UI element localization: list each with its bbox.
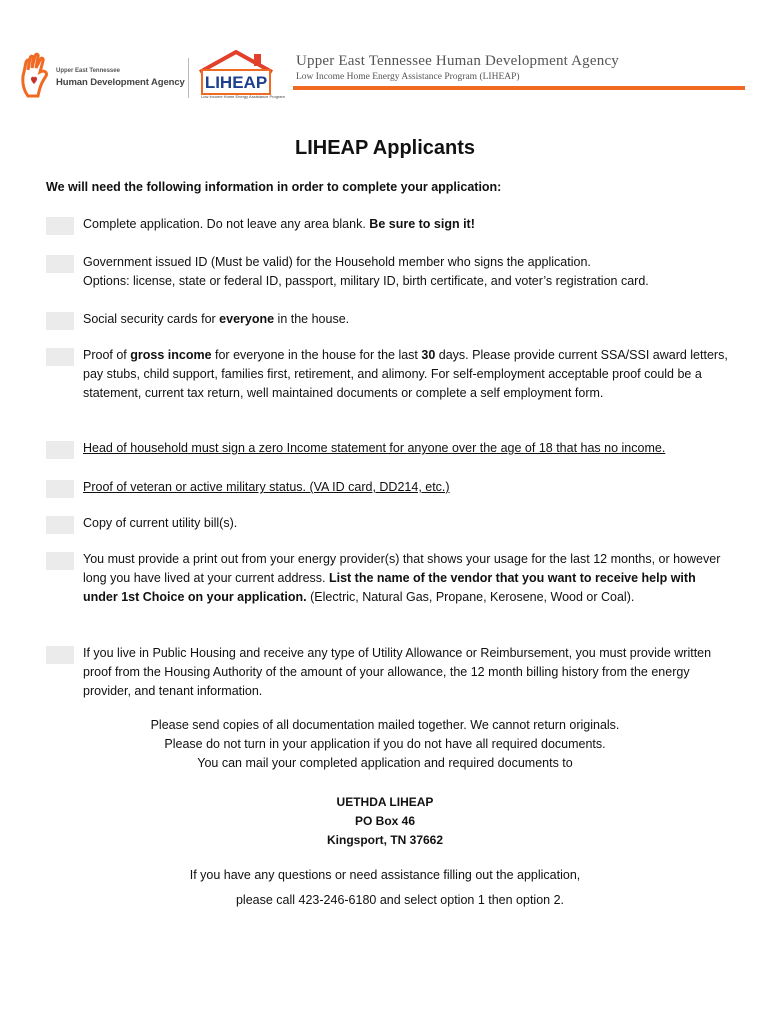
sign-emphasis: Be sure to sign it! bbox=[369, 217, 475, 231]
letterhead bbox=[0, 0, 770, 110]
item-text: Proof of veteran or active military status. (VA ID card, DD214, etc.) bbox=[83, 480, 450, 494]
header-rule bbox=[293, 86, 745, 90]
item-text: Head of household must sign a zero Income statement for anyone over the age of 18 that has no income. bbox=[83, 441, 666, 455]
checkbox[interactable] bbox=[46, 217, 74, 235]
checkbox[interactable] bbox=[46, 552, 74, 570]
checkbox[interactable] bbox=[46, 312, 74, 330]
agency-name: Upper East Tennessee Human Development Agency bbox=[296, 53, 619, 69]
checkbox[interactable] bbox=[46, 646, 74, 664]
item-text: Copy of current utility bill(s). bbox=[83, 516, 238, 530]
checkbox[interactable] bbox=[46, 255, 74, 273]
liheap-logo-text: LIHEAP bbox=[204, 73, 268, 92]
mailing-instructions: Please send copies of all documentation mailed together. We cannot return originals. Please do not turn in your application if you do not have all required documents. You can mail your completed application and required documents to bbox=[150, 718, 620, 770]
liheap-tagline: Low Income Home Energy Assistance Program bbox=[201, 94, 285, 99]
item-text: Proof of gross income for everyone in the house for the last 30 days. Please provide current SSA/SSI award letters, pay stubs, child support, families first, retirement, and alimony. For self-employment acceptable proof could be a statement, current tax return, well maintained documents or complete a self employment form. bbox=[83, 348, 728, 400]
checkbox[interactable] bbox=[46, 348, 74, 366]
org-small-name: Upper East Tennessee bbox=[56, 68, 120, 74]
phone-instructions: please call 423-246-6180 and select option 1 then option 2. bbox=[235, 893, 565, 907]
checkbox[interactable] bbox=[46, 480, 74, 498]
logo-divider bbox=[188, 58, 189, 98]
org-main-name: Human Development Agency bbox=[56, 77, 185, 88]
item-text: Complete application. Do not leave any area blank. Be sure to sign it! bbox=[83, 217, 475, 231]
intro-text: We will need the following information in order to complete your application: bbox=[46, 180, 502, 194]
contact-info: If you have any questions or need assistance filling out the application, please call 423-246-6180 and select option 1 then option 2. bbox=[0, 866, 770, 910]
program-name: Low Income Home Energy Assistance Program (LIHEAP) bbox=[296, 72, 520, 82]
item-text: If you live in Public Housing and receive any type of Utility Allowance or Reimbursement, you must provide written proof from the Housing Authority of the amount of your allowance, the 12 month billing history from the energy provider, and tenant information. bbox=[83, 646, 712, 698]
mailing-address: UETHDA LIHEAP PO Box 46 Kingsport, TN 37662 bbox=[326, 795, 444, 847]
item-text: Social security cards for everyone in the house. bbox=[83, 312, 350, 326]
item-text: You must provide a print out from your energy provider(s) that shows your usage for the last 12 months, or however long you have lived at your current address. List the name of the vendor that you want to receive help with under 1st Choice on your application. (Electric, Natural Gas, Propane, Kerosene, Wood or Coal). bbox=[83, 552, 721, 604]
hand-heart-logo-icon bbox=[20, 52, 50, 98]
checkbox[interactable] bbox=[46, 441, 74, 459]
checkbox[interactable] bbox=[46, 516, 74, 534]
item-text: Government issued ID (Must be valid) for the Household member who signs the application. Options: license, state or federal ID, passport, military ID, birth certificate, and voter’s registration card. bbox=[83, 255, 649, 288]
page-title: LIHEAP Applicants bbox=[294, 137, 476, 159]
